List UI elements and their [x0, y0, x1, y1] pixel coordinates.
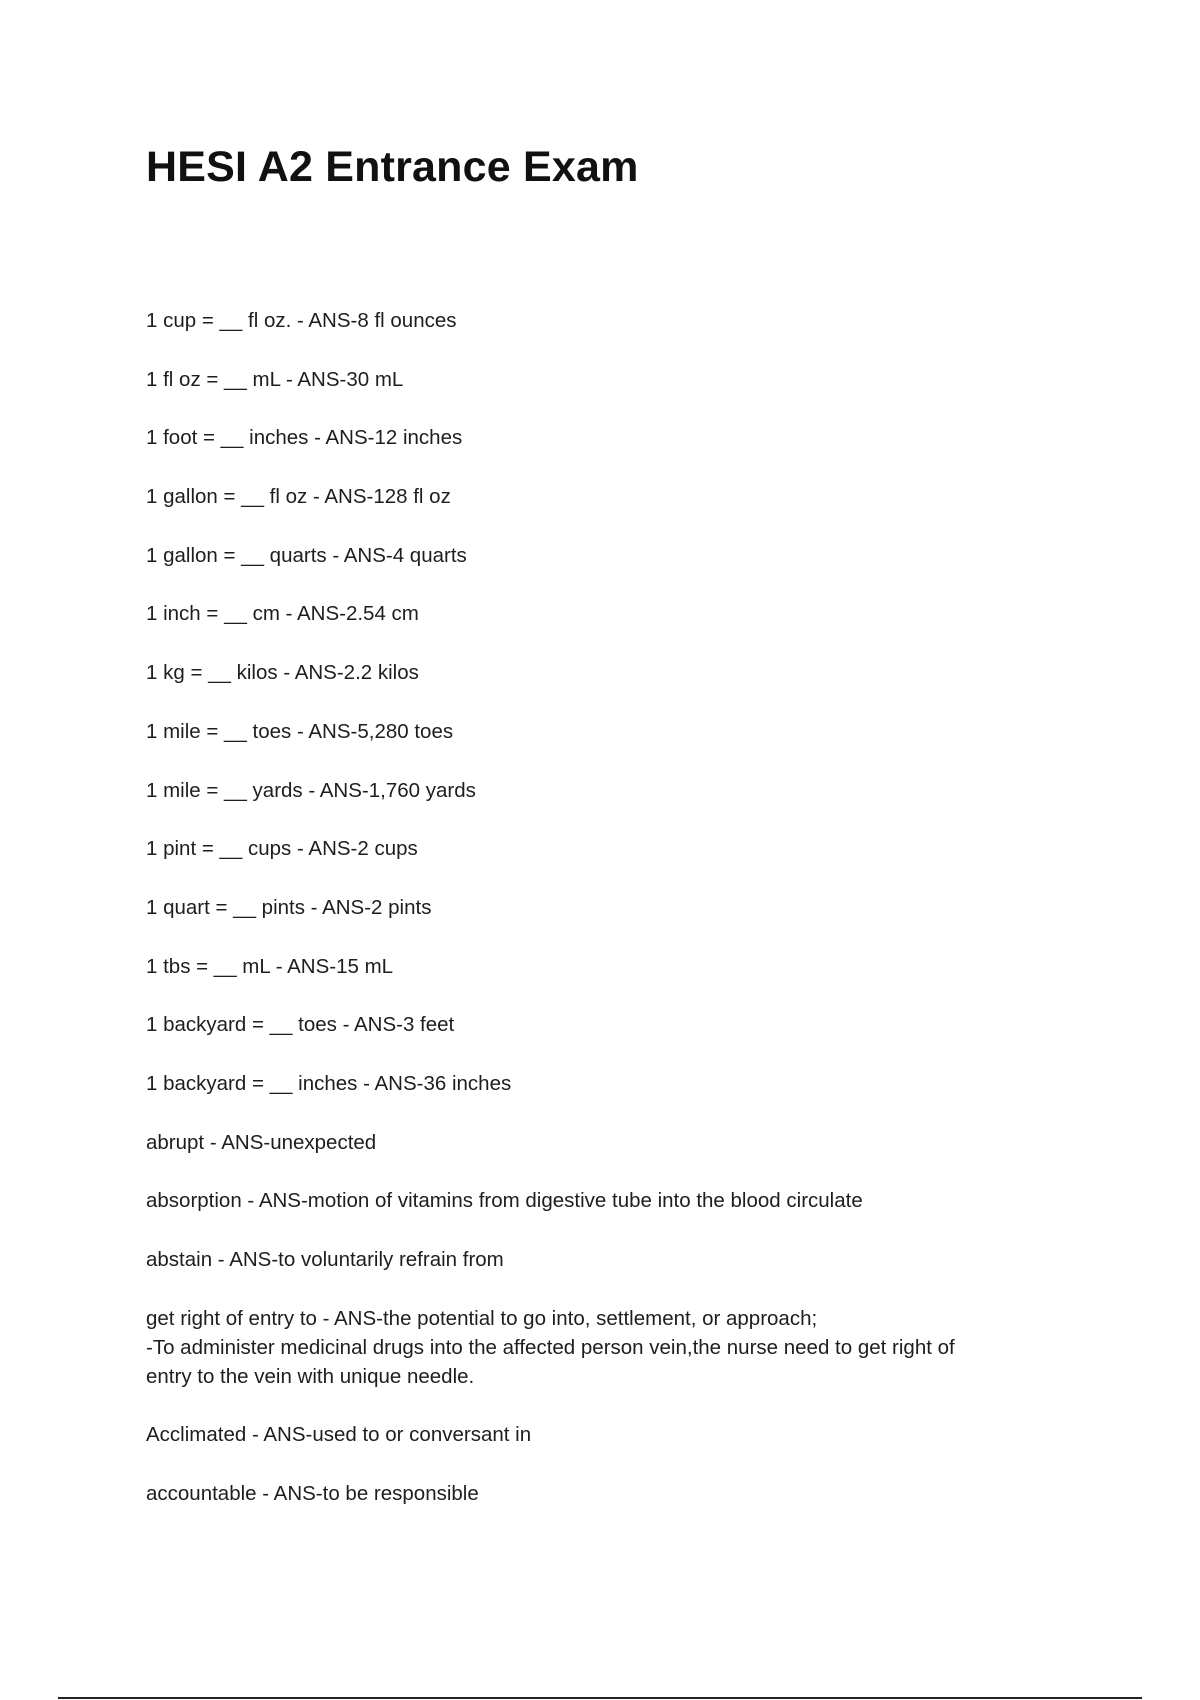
list-item-multiline	[146, 1304, 1046, 1391]
list-item: 1 quart = __ pints - ANS-2 pints	[146, 895, 432, 919]
list-item: accountable - ANS-to be responsible	[146, 1482, 479, 1506]
list-item: abstain - ANS-to voluntarily refrain from	[146, 1248, 504, 1271]
list-item: 1 backyard = __ toes - ANS-3 feet	[146, 1013, 455, 1037]
entry-line: get right of entry to - ANS-the potential to go into, settlement, or approach;	[146, 1306, 818, 1330]
document-title: HESI A2 Entrance Exam	[146, 143, 639, 191]
list-item: 1 backyard = __ inches - ANS-36 inches	[146, 1071, 512, 1095]
list-item: 1 gallon = __ fl oz - ANS-128 fl oz	[146, 485, 451, 509]
entry-line: -To administer medicinal drugs into the affected person vein,the nurse need to get right of	[146, 1335, 955, 1359]
footer-divider	[58, 1697, 1142, 1699]
list-item: 1 inch = __ cm - ANS-2.54 cm	[146, 602, 419, 626]
list-item: abrupt - ANS-unexpected	[146, 1130, 377, 1154]
list-item: 1 kg = __ kilos - ANS-2.2 kilos	[146, 661, 419, 685]
list-item: 1 cup = __ fl oz. - ANS-8 fl ounces	[146, 309, 457, 332]
list-item: Acclimated - ANS-used to or conversant in	[146, 1423, 532, 1447]
list-item: 1 tbs = __ mL - ANS-15 mL	[146, 954, 394, 978]
list-item: absorption - ANS-motion of vitamins from digestive tube into the blood circulate	[146, 1189, 863, 1213]
list-item: 1 mile = __ toes - ANS-5,280 toes	[146, 719, 454, 743]
entry-line: entry to the vein with unique needle.	[146, 1364, 475, 1388]
list-item: 1 foot = __ inches - ANS-12 inches	[146, 426, 463, 450]
entry-list	[146, 306, 1046, 1538]
list-item: 1 mile = __ yards - ANS-1,760 yards	[146, 778, 476, 802]
list-item: 1 fl oz = __ mL - ANS-30 mL	[146, 367, 404, 391]
list-item: 1 gallon = __ quarts - ANS-4 quarts	[146, 543, 467, 567]
list-item: 1 pint = __ cups - ANS-2 cups	[146, 837, 418, 861]
